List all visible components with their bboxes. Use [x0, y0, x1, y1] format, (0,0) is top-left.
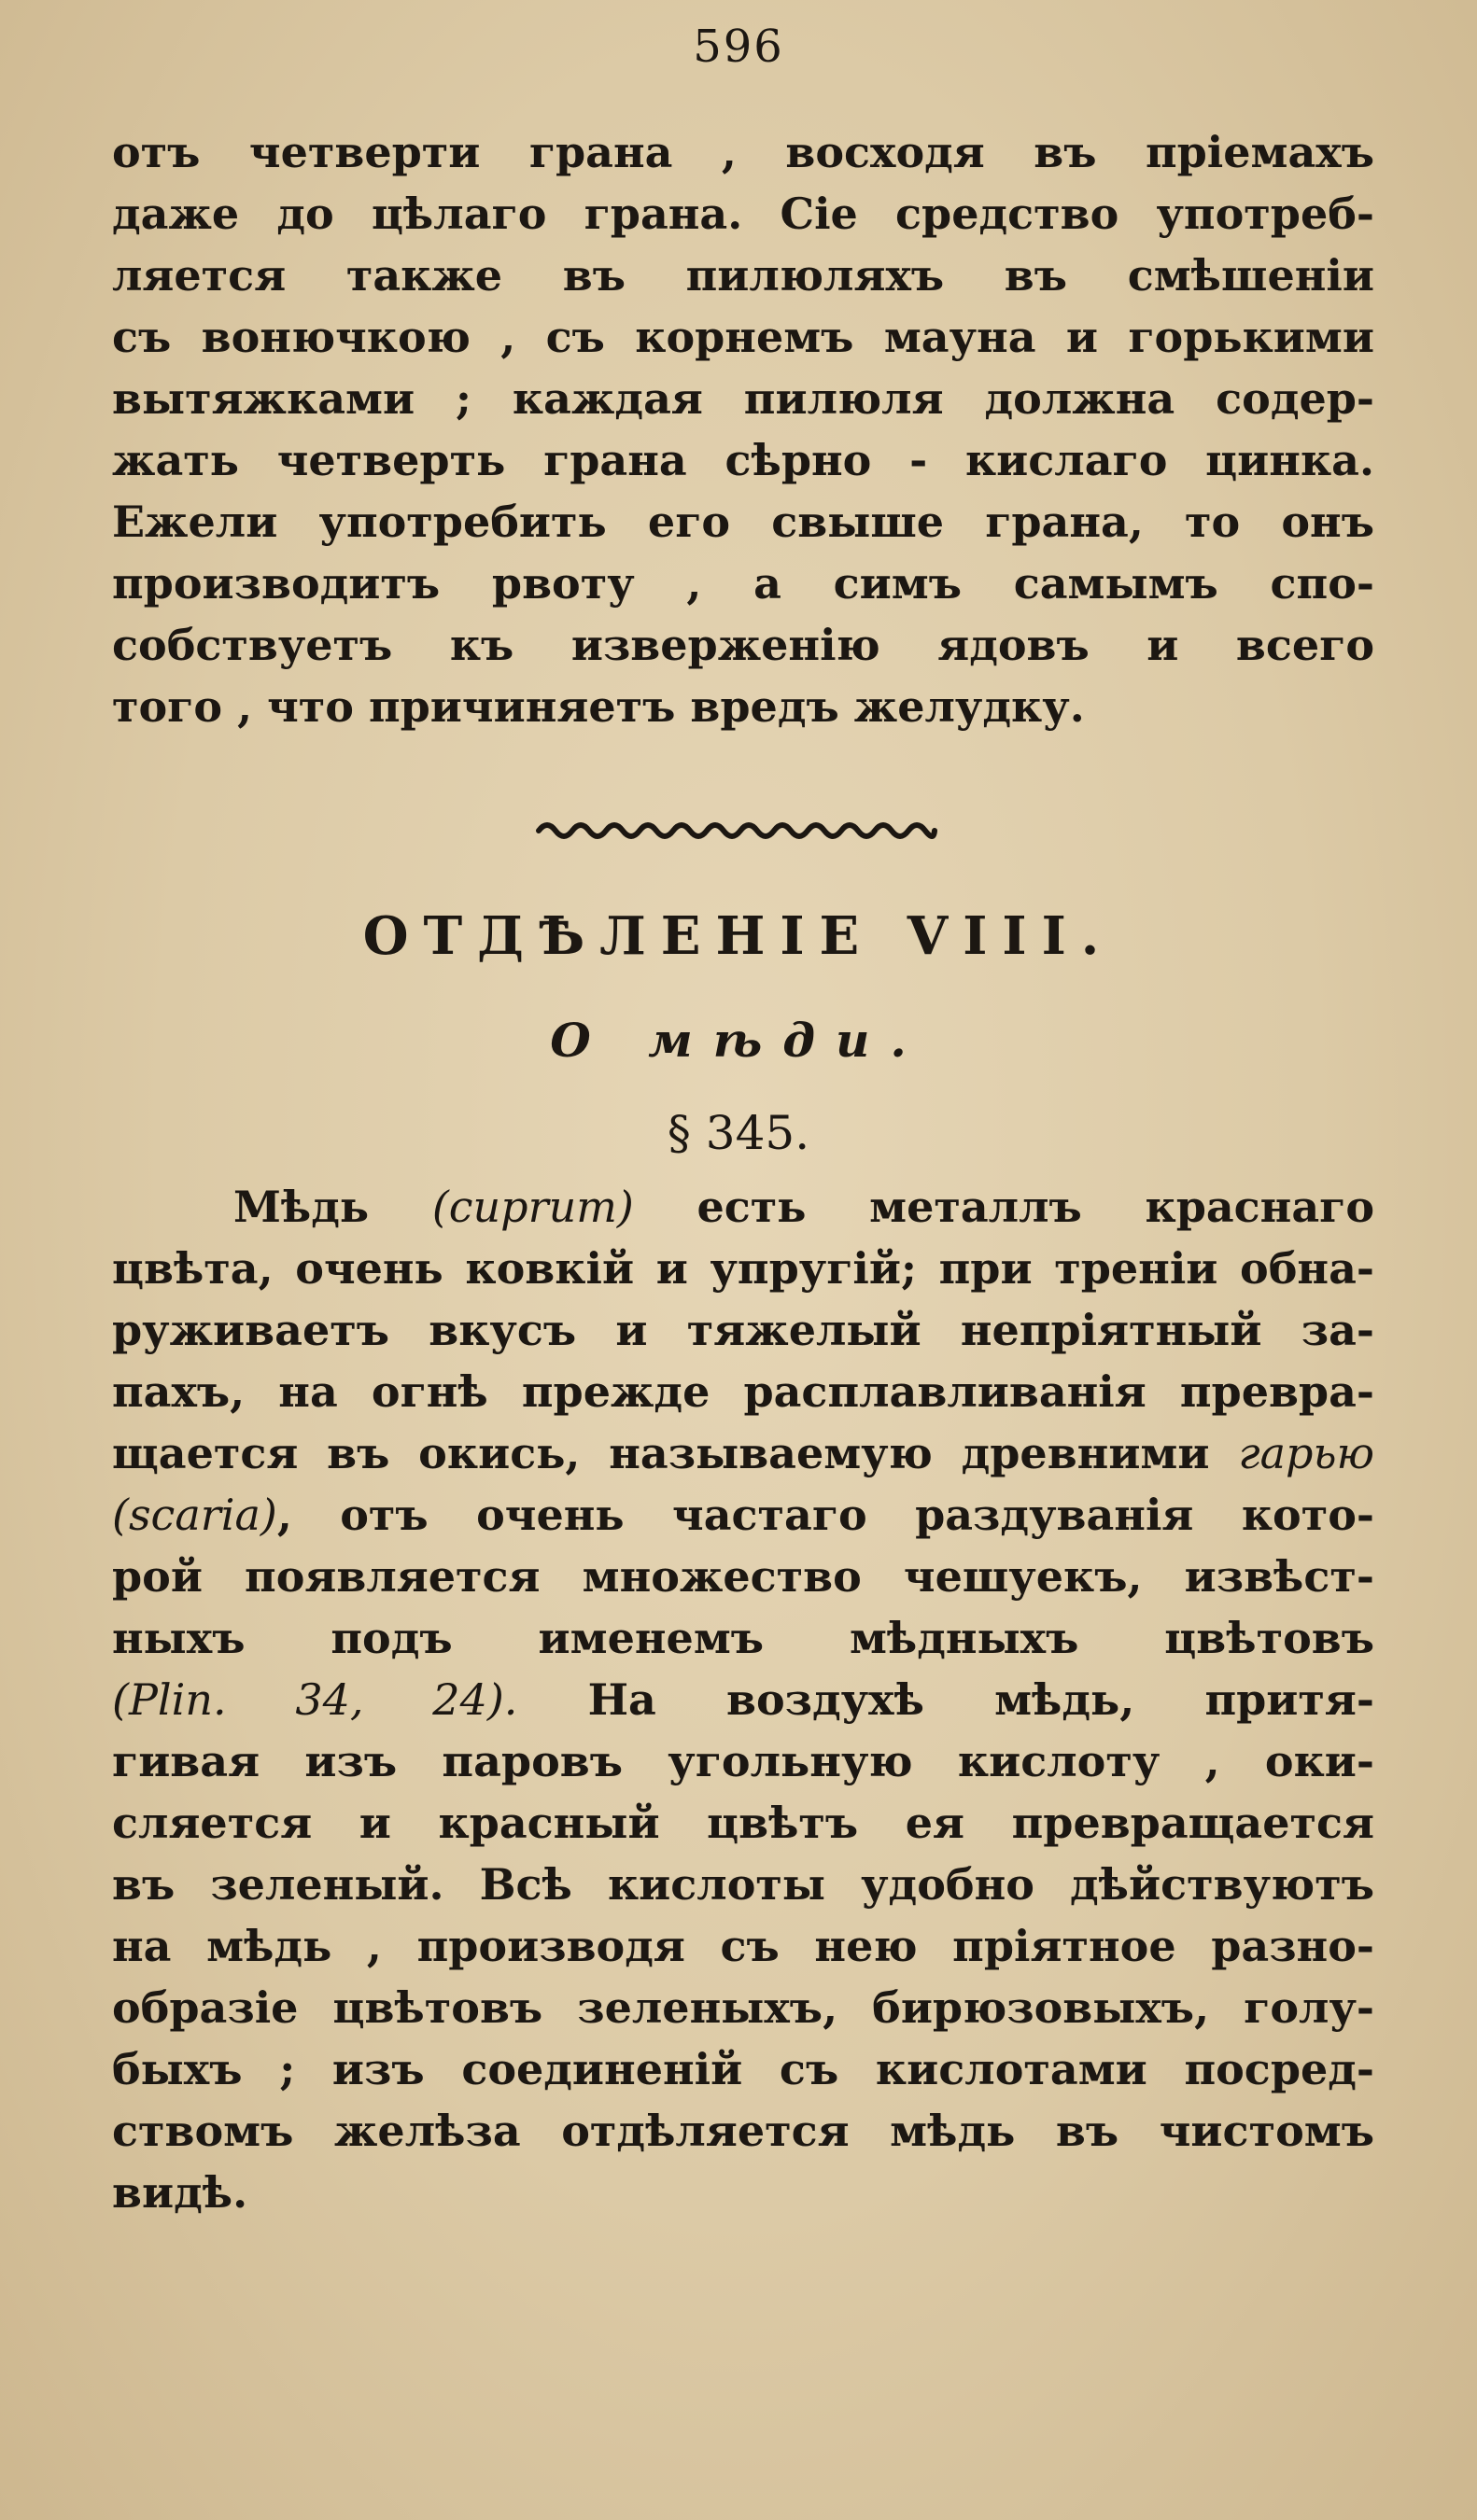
text-line: производитъ рвоту , а симъ самымъ спо- [112, 558, 1374, 609]
latin-term: (cuprum) [431, 1182, 634, 1232]
text-line: Ежели употребить его свыше грана, то онъ [112, 497, 1374, 547]
text-line: пахъ, на огнѣ прежде расплавливанія превра- [112, 1366, 1374, 1417]
text-line: гивая изъ паровъ угольную кислоту , оки- [112, 1736, 1374, 1786]
text-line: ствомъ желѣза отдѣляется мѣдь въ чистомъ [112, 2106, 1374, 2156]
text-line [112, 1422, 1374, 1484]
text-line: съ вонючкою , съ корнемъ мауна и горькими [112, 312, 1374, 362]
latin-term: (scaria) [112, 1490, 277, 1540]
paragraph-copper [112, 1176, 1374, 2223]
text-run: щается въ окись, называемую древними [112, 1428, 1210, 1478]
text-line: даже до цѣлаго грана. Сіе средство употреб- [112, 189, 1374, 239]
text-line: того , что причиняетъ вредъ желудку. [112, 681, 1085, 732]
paragraph-continued [112, 121, 1374, 737]
text-line: быхъ ; изъ соединеній съ кислотами посред- [112, 2044, 1374, 2094]
decorative-divider [535, 810, 942, 851]
text-line: рой появляется множество чешуекъ, извѣст- [112, 1551, 1374, 1602]
text-line: образіе цвѣтовъ зеленыхъ, бирюзовыхъ, голу- [112, 1982, 1374, 2033]
text-line: въ зеленый. Всѣ кислоты удобно дѣйствуютъ [112, 1859, 1374, 1910]
text-line: собствуетъ къ изверженію ядовъ и всего [112, 620, 1374, 670]
text-line: вытяжками ; каждая пилюля должна содер- [112, 373, 1374, 424]
text-line: ныхъ подъ именемъ мѣдныхъ цвѣтовъ [112, 1613, 1374, 1663]
text-line: сляется и красный цвѣтъ ея превращается [112, 1798, 1374, 1848]
italic-term: гарью [1238, 1428, 1374, 1478]
page-number: 596 [693, 21, 784, 73]
text-line [112, 1484, 1374, 1546]
text-line: отъ четверти грана , восходя въ пріемахъ [112, 127, 1374, 177]
text-line: жать четверть грана сѣрно - кислаго цинка. [112, 435, 1374, 485]
text-run: На воздухѣ мѣдь, притя- [587, 1674, 1374, 1725]
text-line: цвѣта, очень ковкій и упругій; при треніи обна- [112, 1243, 1374, 1294]
text-line: видѣ. [112, 2167, 248, 2218]
text-run: Мѣдь [233, 1182, 370, 1232]
text-line: руживаетъ вкусъ и тяжелый непріятный за- [112, 1305, 1374, 1355]
section-heading: ОТДѢЛЕНІЕ VIII. [362, 905, 1115, 967]
citation: (Plin. 34, 24). [112, 1674, 518, 1725]
paragraph-number: § 345. [667, 1106, 810, 1160]
text-line: ляется также въ пилюляхъ въ смѣшеніи [112, 250, 1374, 301]
text-line [112, 1176, 1374, 1238]
section-subtitle: О мѣди. [550, 1013, 927, 1068]
text-line: на мѣдь , производя съ нею пріятное разно- [112, 1921, 1374, 1971]
text-run: , отъ очень частаго раздуванія кото- [276, 1490, 1374, 1540]
text-line [112, 1669, 1374, 1730]
text-run: есть металлъ краснаго [696, 1182, 1374, 1232]
